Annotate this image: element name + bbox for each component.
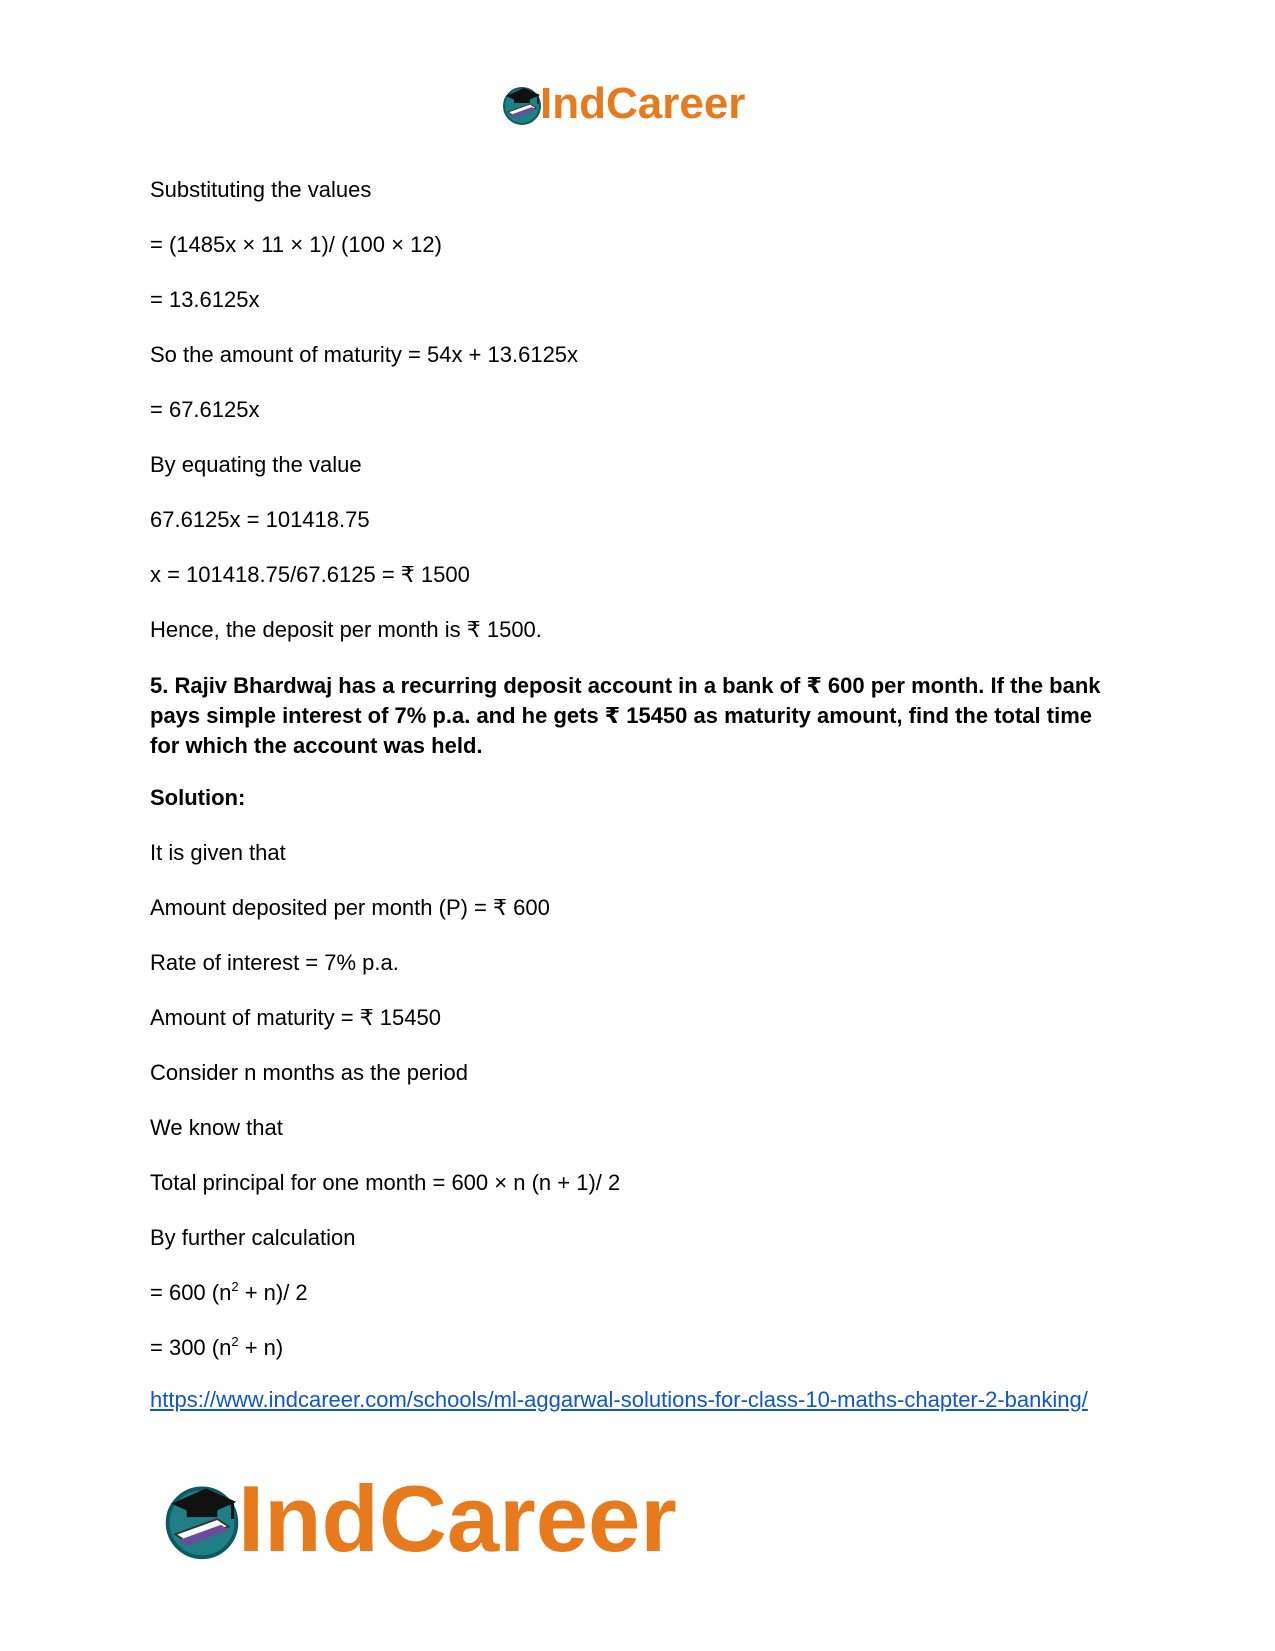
graduation-cap-book-icon [160,1477,244,1561]
equation-part: + n)/ 2 [238,1280,308,1305]
equation-part: = 300 (n [150,1335,232,1360]
question-text: 5. Rajiv Bhardwaj has a recurring deposit account in a bank of ₹ 600 per month. If the bank pays simple interest of 7% p.a. and he gets ₹ 15450 as maturity amount, find the total time for which the account was held. [150,673,1101,758]
source-link[interactable]: https://www.indcareer.com/schools/ml-aggarwal-solutions-for-class-10-maths-chapter-2-banking/ [150,1387,1088,1412]
equation-line: So the amount of maturity = 54x + 13.6125x [150,342,579,367]
equation-part: = 600 (n [150,1280,232,1305]
given-line: Rate of interest = 7% p.a. [150,950,399,975]
text-line: Consider n months as the period [150,1060,468,1085]
equation-line [150,1334,1130,1362]
text-line: By further calculation [150,1225,356,1250]
document-body [150,176,1130,1415]
equation-part: + n) [238,1335,284,1360]
exponent: 2 [231,1334,239,1349]
given-line: Amount of maturity = ₹ 15450 [150,1005,441,1030]
equation-line: = (1485x × 11 × 1)/ (100 × 12) [150,232,442,257]
given-line: Amount deposited per month (P) = ₹ 600 [150,895,550,920]
header-logo-text: IndCareer [540,79,746,128]
footer-logo [160,1466,677,1571]
equation-line: Total principal for one month = 600 × n (n + 1)/ 2 [150,1170,621,1195]
graduation-cap-book-icon [500,82,544,126]
equation-line: = 67.6125x [150,397,260,422]
footer-logo-text: IndCareer [238,1466,677,1571]
equation-line [150,1279,1130,1307]
text-line: We know that [150,1115,283,1140]
conclusion-line: Hence, the deposit per month is ₹ 1500. [150,617,542,642]
exponent: 2 [231,1279,239,1294]
text-line: By equating the value [150,452,362,477]
equation-line: = 13.6125x [150,287,260,312]
equation-line: x = 101418.75/67.6125 = ₹ 1500 [150,562,470,587]
header-logo [500,78,745,130]
text-line: It is given that [150,840,286,865]
solution-heading: Solution: [150,785,246,810]
equation-line: 67.6125x = 101418.75 [150,507,370,532]
text-line: Substituting the values [150,177,372,202]
